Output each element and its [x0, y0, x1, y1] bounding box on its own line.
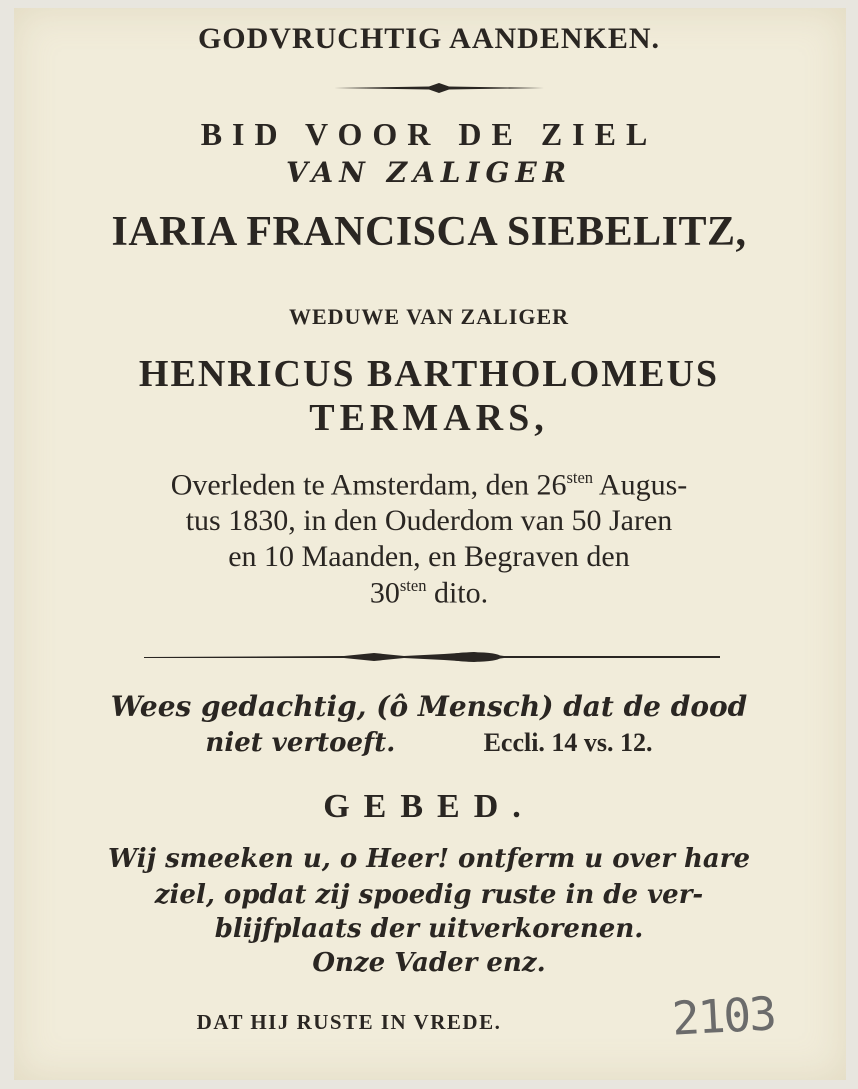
gebed-heading: GEBED.: [323, 788, 535, 825]
card-header: GODVRUCHTIG AANDENKEN.: [197, 22, 661, 55]
weduwe-van-zaliger: WEDUWE VAN ZALIGER: [288, 304, 570, 329]
prayer-line-1: Wij smeeken u, o Heer! ontferm u over hare: [108, 844, 750, 874]
death-text-line-4: $30^{sten}$ dito.: [369, 576, 489, 610]
death-text-line-1: Overleden te Amsterdam, den $26^{sten}$ Augus-: [170, 468, 688, 502]
deceased-name: IARIA FRANCISCA SIEBELITZ,: [111, 209, 747, 255]
closing-line: DAT HIJ RUSTE IN VREDE.: [196, 1010, 502, 1034]
van-zaliger: VAN ZALIGER: [285, 156, 573, 189]
husband-first-names: HENRICUS BARTHOLOMEUS: [138, 353, 720, 395]
ornament-divider-middle: [144, 648, 720, 666]
ornament-divider-top: [334, 80, 544, 96]
death-text-line-2: tus 1830, in den Ouderdom van 50 Jaren: [185, 504, 673, 537]
prayer-line-2: ziel, opdat zij spoedig ruste in de ver-: [154, 880, 704, 910]
quote-text: niet vertoeft.: [205, 728, 396, 758]
death-text-line-3: en 10 Maanden, en Begraven den: [228, 540, 630, 573]
quote-line-2: [0, 728, 858, 758]
husband-surname: TERMARS,: [309, 397, 549, 439]
handwritten-catalog-number: 2103: [670, 986, 777, 1046]
quote-line-1: Wees gedachtig, (ô Mensch) dat de dood: [110, 690, 748, 723]
prayer-line-4: Onze Vader enz.: [312, 948, 546, 978]
quote-reference: Eccli. 14 vs. 12.: [483, 728, 653, 757]
bid-voor-de-ziel: BID VOOR DE ZIEL: [200, 116, 658, 152]
prayer-line-3: blijfplaats der uitverkorenen.: [214, 914, 644, 944]
